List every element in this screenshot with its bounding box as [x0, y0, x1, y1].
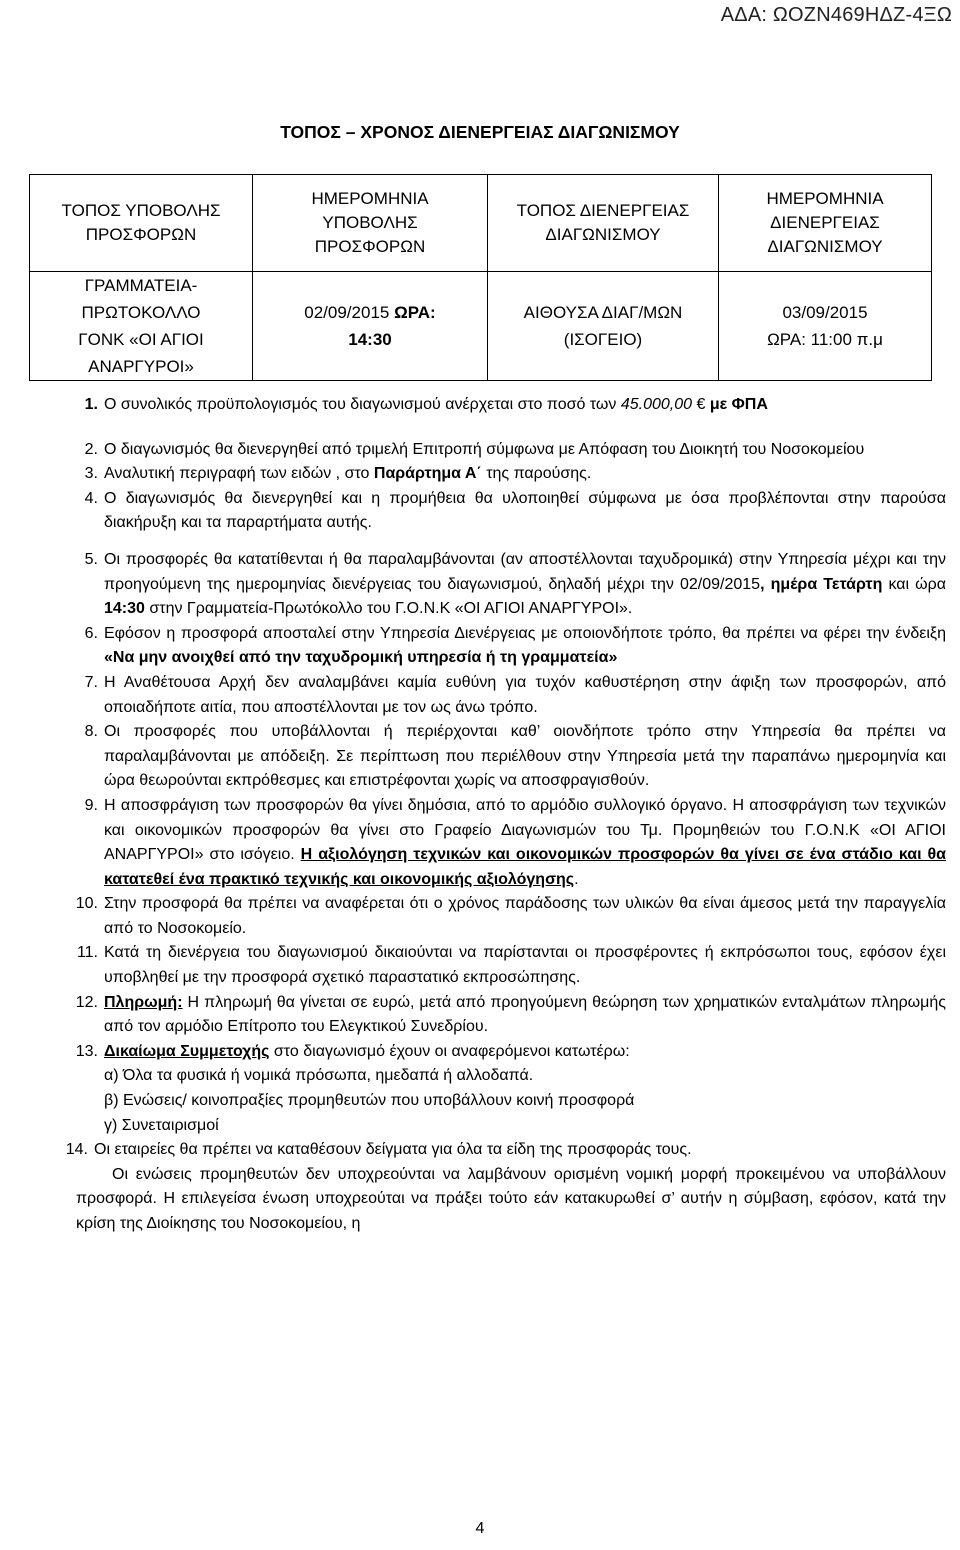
list-item-1: 1. Ο συνολικός προϋπολογισμός του διαγωνισμού ανέρχεται στο ποσό των 45.000,00 € με ΦΠΑ — [84, 396, 768, 413]
list-item-2: 2. Ο διαγωνισμός θα διενεργηθεί από τριμελή Επιτροπή σύμφωνα με Απόφαση του Διοικητή του Νοσοκομείου — [84, 440, 865, 458]
list-item-4: 4. Ο διαγωνισμός θα διενεργηθεί και η προμήθεια θα υλοποιηθεί σύμφωνα με όσα προβλέπονται στην παρούσα διακήρυξη και τα παραρτήματα αυτής. — [84, 489, 946, 532]
sub-item-c: γ) Συνεταιρισμοί — [104, 1116, 219, 1134]
list-item-14: 14. Οι εταιρείες θα πρέπει να καταθέσουν δείγματα για όλα τα είδη της προσφοράς τους. — [65, 1141, 692, 1159]
cell-conduct-place: ΑΙΘΟΥΣΑ ΔΙΑΓ/ΜΩΝ (ΙΣΟΓΕΙΟ) — [488, 272, 719, 381]
sub-item-a: α) Όλα τα φυσικά ή νομικά πρόσωπα, ημεδαπά ή αλλοδαπά. — [104, 1067, 534, 1085]
list-item-8: 8. Οι προσφορές που υποβάλλονται ή περιέρχονται καθ’ οιονδήποτε τρόπο στην Υπηρεσία θα πρέπει να παραλαμβάνονται με απόδειξη. Σε περίπτωση που περιέλθουν στην Υπηρεσία μετά την παραπάνω ημερομηνία και ώρα θεωρούνται εκπρόθεσμες και επιστρέφονται χωρίς να αποσφραγισθούν. — [84, 723, 946, 790]
item-14-continuation: Οι ενώσεις προμηθευτών δεν υποχρεούνται να λαμβάνουν ορισμένη νομική μορφή προκειμένου να υποβάλλουν προσφορά. Η επιλεγείσα ένωση υποχρεούται να πράξει τούτο εάν κατακυρωθεί σ’ αυτήν η σύμβαση, εφόσον, κατά την κρίση της Διοίκησης του Νοσοκομείου, η — [76, 1165, 946, 1232]
header-submission-place: ΤΟΠΟΣ ΥΠΟΒΟΛΗΣ ΠΡΟΣΦΟΡΩΝ — [30, 175, 253, 272]
cell-submission-date: 02/09/2015 ΩΡΑ: 14:30 — [253, 272, 488, 381]
list-item-5: 5. Οι προσφορές θα κατατίθενται ή θα παραλαμβάνονται (αν αποστέλλονται ταχυδρομικά) στην Υπηρεσία μέχρι και την προηγούμενη της ημερομηνίας διενέργειας του διαγωνισμού, δηλαδή μέχρι την 02/09/2015, ημέρα Τετάρτη και ώρα 14:30 στην Γραμματεία-Πρωτόκολλο του Γ.Ο.Ν.Κ «ΟΙ ΑΓΙΟΙ ΑΝΑΡΓΥΡΟΙ». — [84, 550, 947, 618]
list-item-10: 10. Στην προσφορά θα πρέπει να αναφέρεται ότι ο χρόνος παράδοσης των υλικών θα είναι άμεσος μετά την παραγγελία από το Νοσοκομείο. — [75, 895, 946, 937]
euro-icon: € — [696, 396, 706, 413]
list-item-7: 7. Η Αναθέτουσα Αρχή δεν αναλαμβάνει καμία ευθύνη για τυχόν καθυστέρηση στην άφιξη των προσφορών, από οποιαδήποτε αιτία, που αποστέλλονται με τον ως άνω τρόπο. — [84, 673, 946, 716]
list-item-9: 9. Η αποσφράγιση των προσφορών θα γίνει δημόσια, από το αρμόδιο συλλογικό όργανο. Η αποσφράγιση των τεχνικών και οικονομικών προσφορών θα γίνει στο Γραφείο Διαγωνισμών του Τμ. Προμηθειών του Γ.Ο.Ν.Κ «ΟΙ ΑΓΙΟΙ ΑΝΑΡΓΥΡΟΙ» στο ισόγειο. Η αξιολόγηση τεχνικών και οικονομικών προσφορών θα γίνει σε ένα στάδιο και θα κατατεθεί ένα πρακτικό τεχνικής και οικονομικής αξιολόγησης. — [84, 796, 947, 888]
page-title: ΤΟΠΟΣ – ΧΡΟΝΟΣ ΔΙΕΝΕΡΓΕΙΑΣ ΔΙΑΓΩΝΙΣΜΟΥ — [280, 122, 680, 142]
tender-info-table — [29, 174, 932, 381]
table-header-row — [30, 175, 932, 272]
sub-item-b: β) Ενώσεις/ κοινοπραξίες προμηθευτών που υποβάλλουν κοινή προσφορά — [104, 1092, 635, 1110]
list-item-13: 13. Δικαίωμα Συμμετοχής στο διαγωνισμό έχουν οι αναφερόμενοι κατωτέρω: — [75, 1042, 630, 1060]
terms-list — [62, 393, 946, 1237]
cell-submission-place: ΓΡΑΜΜΑΤΕΙΑ-ΠΡΩΤΟΚΟΛΛΟ ΓΟΝΚ «ΟΙ ΑΓΙΟΙ ΑΝΑΡΓΥΡΟΙ» — [30, 272, 253, 381]
list-item-3: 3. Αναλυτική περιγραφή των ειδών , στο Παράρτημα Α΄ της παρούσης. — [84, 465, 592, 483]
list-item-6: 6. Εφόσον η προσφορά αποσταλεί στην Υπηρεσία Διενέργειας με οποιονδήποτε τρόπο, θα πρέπει να φέρει την ένδειξη «Να μην ανοιχθεί από την ταχυδρομική υπηρεσία ή τη γραμματεία» — [84, 624, 946, 667]
page-number: 4 — [475, 1520, 485, 1537]
header-submission-date: ΗΜΕΡΟΜΗΝΙΑ ΥΠΟΒΟΛΗΣ ΠΡΟΣΦΟΡΩΝ — [253, 175, 488, 272]
header-conduct-place: ΤΟΠΟΣ ΔΙΕΝΕΡΓΕΙΑΣ ΔΙΑΓΩΝΙΣΜΟΥ — [488, 175, 719, 272]
cell-conduct-date: 03/09/2015 ΩΡΑ: 11:00 π.μ — [719, 272, 932, 381]
list-item-12: 12. Πληρωμή: Η πληρωμή θα γίνεται σε ευρώ, μετά από προηγούμενη θεώρηση των χρηματικών ενταλμάτων πληρωμής από τον αρμόδιο Επίτροπο του Ελεγκτικού Συνεδρίου. — [75, 993, 946, 1036]
table-row — [30, 272, 932, 381]
header-conduct-date: ΗΜΕΡΟΜΗΝΙΑ ΔΙΕΝΕΡΓΕΙΑΣ ΔΙΑΓΩΝΙΣΜΟΥ — [719, 175, 932, 272]
ada-code: ΑΔΑ: ΩΟΖΝ469ΗΔΖ-4ΞΩ — [720, 4, 952, 26]
list-item-11: 11. Κατά τη διενέργεια του διαγωνισμού δικαιούνται να παρίστανται οι προσφέροντες ή εκπρόσωποι τους, εφόσον έχει υποβληθεί με την προσφορά σχετικό παραστατικό εκπροσώπησης. — [76, 944, 946, 987]
